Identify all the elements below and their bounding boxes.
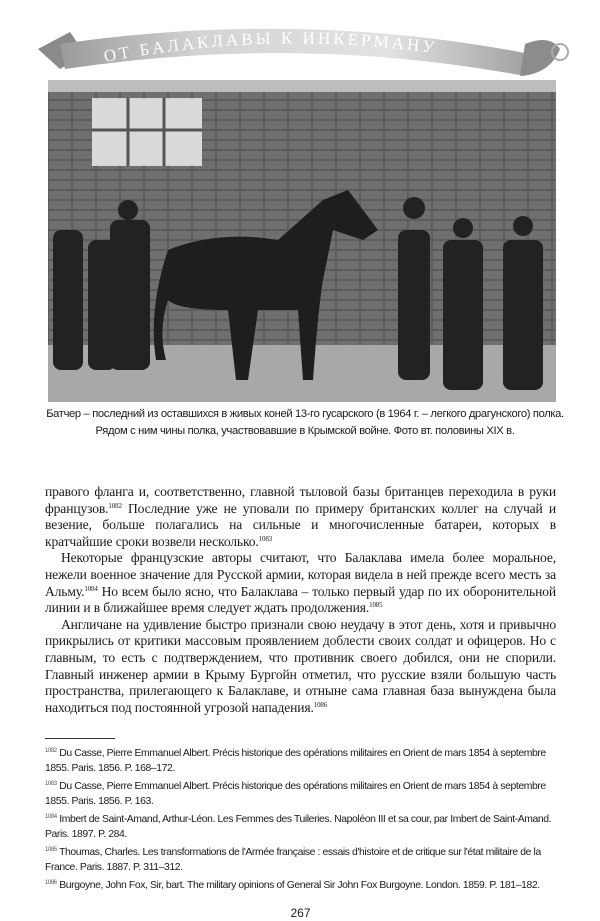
text: правого фланга и, соответственно, главной тыловой базы британцев переходила в руки французов. [45, 484, 556, 516]
figure-caption [40, 406, 570, 440]
page-number: 267 [290, 906, 311, 921]
paragraph [45, 617, 556, 717]
footnote-number: 1084 [45, 814, 57, 821]
text: Англичане на удивление быстро признали свою неудачу в этот день, хотя и привычно прикрылись от критики массовым проявлением доблести своих солдат и офицеров. Но с главным, то есть с подтверждением, что противник своего добился, они не спорили. Главный инженер армии в Крыму Бургойн отметил, что русские взяли большую часть пространства, прилегающего к Балаклаве, и отныне сама главная база вынуждена была находиться под постоянной угрозой нападения. [45, 616, 556, 715]
footnote [45, 812, 565, 842]
footnote-text: Imbert de Saint-Amand, Arthur-Léon. Les Femmes des Tuileries. Napoléon III et sa cour, par Imbert de Saint-Amand. Paris. 1897. P. 284. [45, 814, 552, 841]
footnote [45, 878, 565, 893]
footnote-ref[interactable]: 1085 [369, 601, 383, 610]
footnote [45, 845, 565, 875]
footnote [45, 746, 565, 776]
text-flow [45, 484, 556, 921]
caption-line: Батчер – последний из оставшихся в живых коней 13-го гусарского (в 1964 г. – легкого драгунского) полка. [46, 408, 564, 420]
footnotes [45, 746, 565, 893]
running-title: ОТ БАЛАКЛАВЫ К ИНКЕРМАНУ [102, 28, 439, 66]
text: Последние уже не уповали по примеру британских коллег на случай и везение, больше полагались на сильные и многочисленные батареи, которых в кратчайшие сроки возвели несколько. [45, 500, 556, 549]
footnote-text: Du Casse, Pierre Emmanuel Albert. Précis historique des opérations militaires en Orient de mars 1854 à septembre 1855. Paris. 1856. P. 163. [45, 781, 546, 808]
footnote-text: Du Casse, Pierre Emmanuel Albert. Précis historique des opérations militaires en Orient de mars 1854 à septembre 1855. Paris. 1856. P. 168–172. [45, 748, 546, 775]
footnote-separator [45, 738, 115, 739]
footnote-ref[interactable]: 1083 [258, 534, 273, 543]
footnote-ref[interactable]: 1086 [313, 700, 328, 709]
text: Но всем было ясно, что Балаклава – только первый удар по их оборонительной линии и в ближайшее время следует ждать продолжения. [45, 583, 556, 616]
paragraph [45, 484, 556, 550]
footnote-number: 1086 [45, 880, 57, 887]
text: Некоторые французские авторы считают, что Балаклава имела более моральное, нежели военное значение для Русской армии, которая видела в ней прежде всего месть за Альму. [45, 550, 556, 599]
footnote [45, 779, 565, 809]
paragraph [45, 550, 556, 616]
historical-photo [48, 80, 556, 402]
window [92, 98, 202, 166]
footnote-ref[interactable]: 1082 [108, 501, 122, 510]
body-text [45, 484, 556, 716]
footnote-number: 1082 [45, 748, 57, 755]
caption-line: Рядом с ним чины полка, участвовавшие в Крымской войне. Фото вт. половины XIX в. [95, 425, 515, 437]
footnote-number: 1085 [45, 847, 57, 854]
footnote-ref[interactable]: 1084 [84, 584, 98, 593]
footnote-text: Burgoyne, John Fox, Sir, bart. The military opinions of General Sir John Fox Burgoyne. London. 1859. P. 181–182. [59, 880, 540, 892]
footnote-number: 1083 [45, 781, 57, 788]
running-title-ribbon [30, 14, 575, 84]
footnote-text: Thoumas, Charles. Les transformations de l'Armée française : essais d'histoire et de critique sur l'état militaire de la France. Paris. 1887. P. 311–312. [45, 847, 541, 874]
